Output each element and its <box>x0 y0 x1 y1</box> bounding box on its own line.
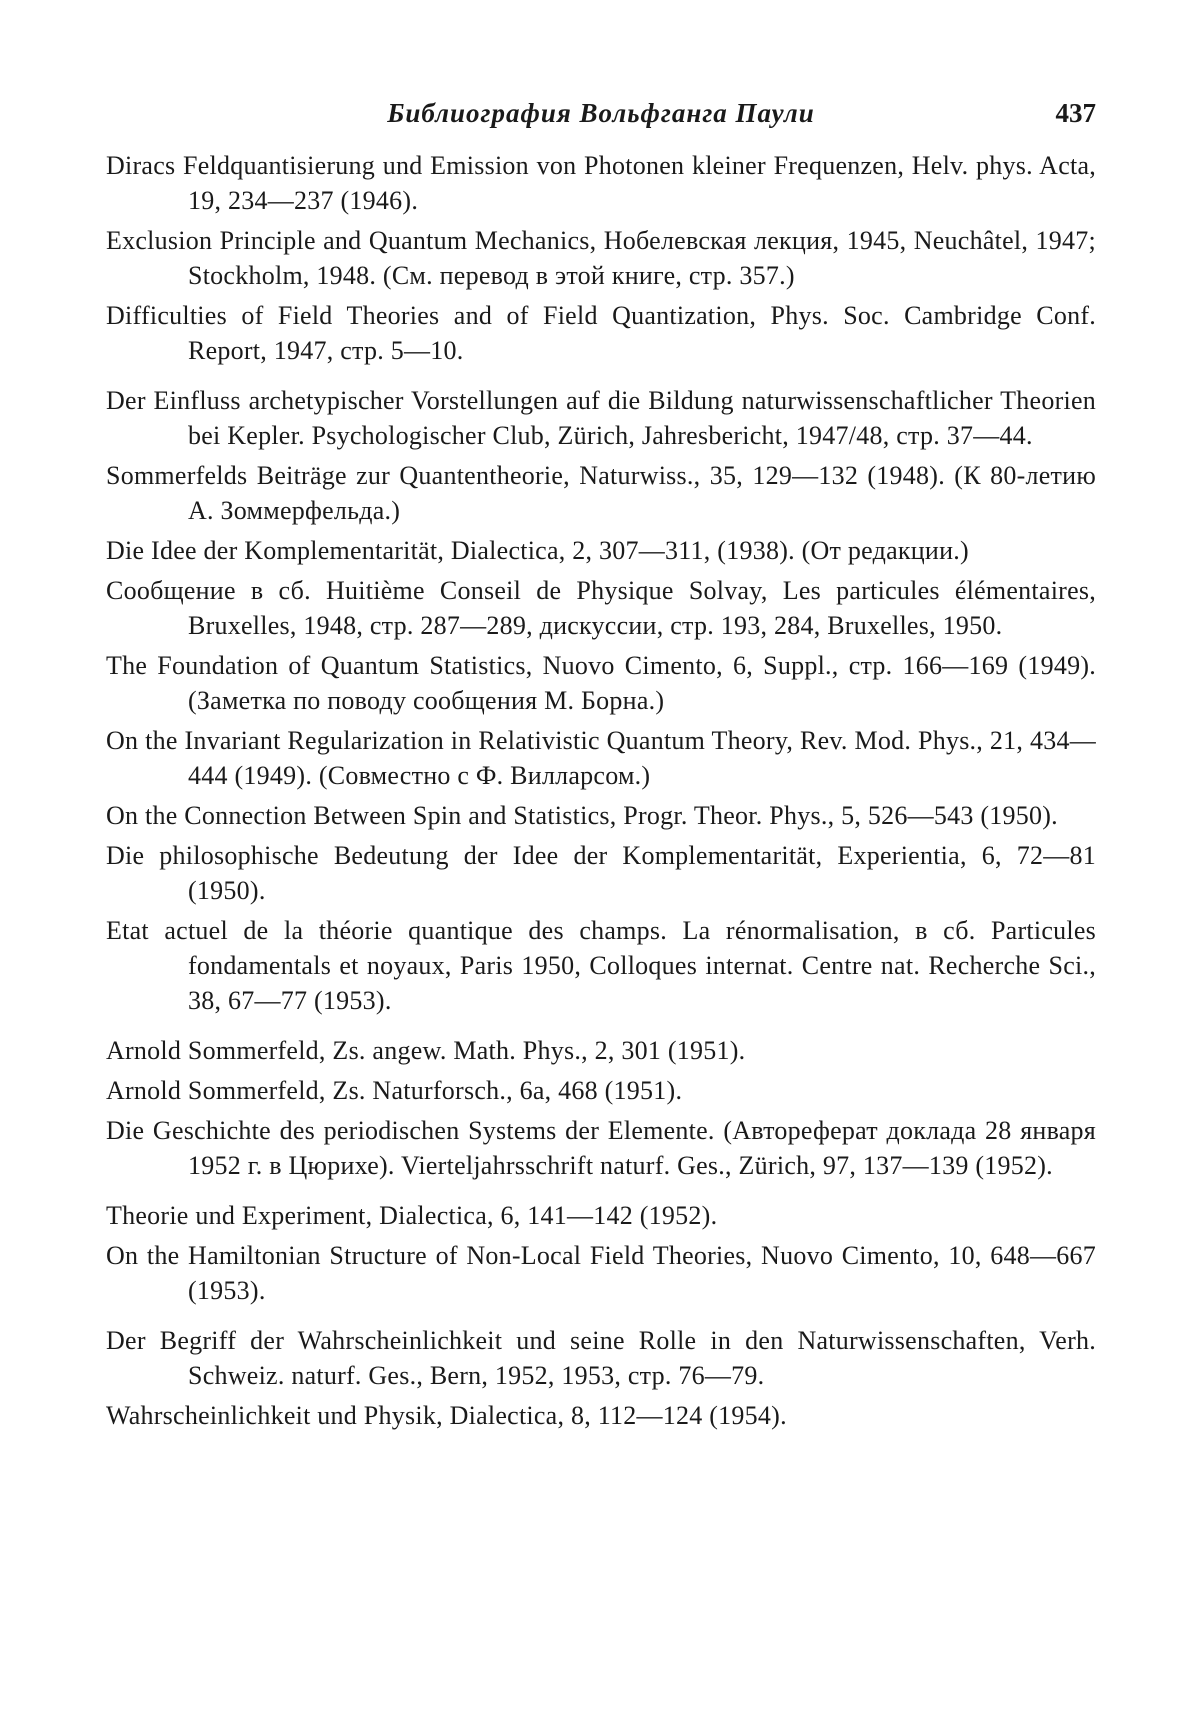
bibliography-entry: Arnold Sommerfeld, Zs. angew. Math. Phys., 2, 301 (1951). <box>106 1036 746 1065</box>
bibliography-entry: Exclusion Principle and Quantum Mechanics, Нобелевская лекция, 1945, Neuchâtel, 1947; Stockholm, 1948. (См. перевод в этой книге, стр. 357.) <box>106 226 1096 290</box>
bibliography-entry: The Foundation of Quantum Statistics, Nuovo Cimento, 6, Suppl., стр. 166—169 (1949). (Заметка по поводу сообщения М. Борна.) <box>106 651 1096 715</box>
bibliography-entry: Сообщение в сб. Huitième Conseil de Physique Solvay, Les particules élémentaires, Bruxelles, 1948, стр. 287—289, дискуссии, стр. 193, 284, Bruxelles, 1950. <box>106 576 1096 640</box>
book-page <box>106 92 1096 1692</box>
bibliography-entry: Etat actuel de la théorie quantique des champs. La rénormalisation, в сб. Particules fondamentals et noyaux, Paris 1950, Colloques internat. Centre nat. Recherche Sci., 38, 67—77 (1953). <box>106 916 1096 1015</box>
bibliography-entry: Diracs Feldquantisierung und Emission von Photonen kleiner Frequenzen, Helv. phys. Acta, 19, 234—237 (1946). <box>106 151 1096 215</box>
bibliography-entry: Difficulties of Field Theories and of Field Quantization, Phys. Soc. Cambridge Conf. Report, 1947, стр. 5—10. <box>106 301 1096 365</box>
bibliography-entry: Der Einfluss archetypischer Vorstellungen auf die Bildung naturwissenschaftlicher Theorien bei Kepler. Psychologischer Club, Zürich, Jahresbericht, 1947/48, стр. 37—44. <box>106 386 1096 450</box>
bibliography-entry: Theorie und Experiment, Dialectica, 6, 141—142 (1952). <box>106 1201 718 1230</box>
bibliography-entry: On the Invariant Regularization in Relativistic Quantum Theory, Rev. Mod. Phys., 21, 434—444 (1949). (Совместно с Ф. Вилларсом.) <box>106 726 1096 790</box>
page-number: 437 <box>1055 98 1096 128</box>
bibliography-entry: Der Begriff der Wahrscheinlichkeit und seine Rolle in den Naturwissenschaften, Verh. Schweiz. naturf. Ges., Bern, 1952, 1953, стр. 76—79. <box>106 1326 1096 1390</box>
bibliography-entry: Sommerfelds Beiträge zur Quantentheorie, Naturwiss., 35, 129—132 (1948). (К 80-летию А. Зоммерфельда.) <box>106 461 1096 525</box>
bibliography-entry: Wahrscheinlichkeit und Physik, Dialectica, 8, 112—124 (1954). <box>106 1401 787 1430</box>
running-head <box>106 92 1096 148</box>
bibliography-entry: Die Idee der Komplementarität, Dialectica, 2, 307—311, (1938). (От редакции.) <box>106 536 969 565</box>
bibliography-entry: Die philosophische Bedeutung der Idee der Komplementarität, Experientia, 6, 72—81 (1950). <box>106 841 1096 905</box>
bibliography-list <box>106 148 1096 1433</box>
bibliography-entry: On the Connection Between Spin and Statistics, Progr. Theor. Phys., 5, 526—543 (1950). <box>106 801 1058 830</box>
bibliography-entry: Die Geschichte des periodischen Systems der Elemente. (Автореферат доклада 28 января 1952 г. в Цюрихе). Vierteljahrsschrift naturf. Ges., Zürich, 97, 137—139 (1952). <box>106 1116 1096 1180</box>
bibliography-entry: Arnold Sommerfeld, Zs. Naturforsch., 6a, 468 (1951). <box>106 1076 683 1105</box>
running-title: Библиография Вольфганга Паули <box>387 98 815 128</box>
bibliography-entry: On the Hamiltonian Structure of Non-Local Field Theories, Nuovo Cimento, 10, 648—667 (1953). <box>106 1241 1096 1305</box>
